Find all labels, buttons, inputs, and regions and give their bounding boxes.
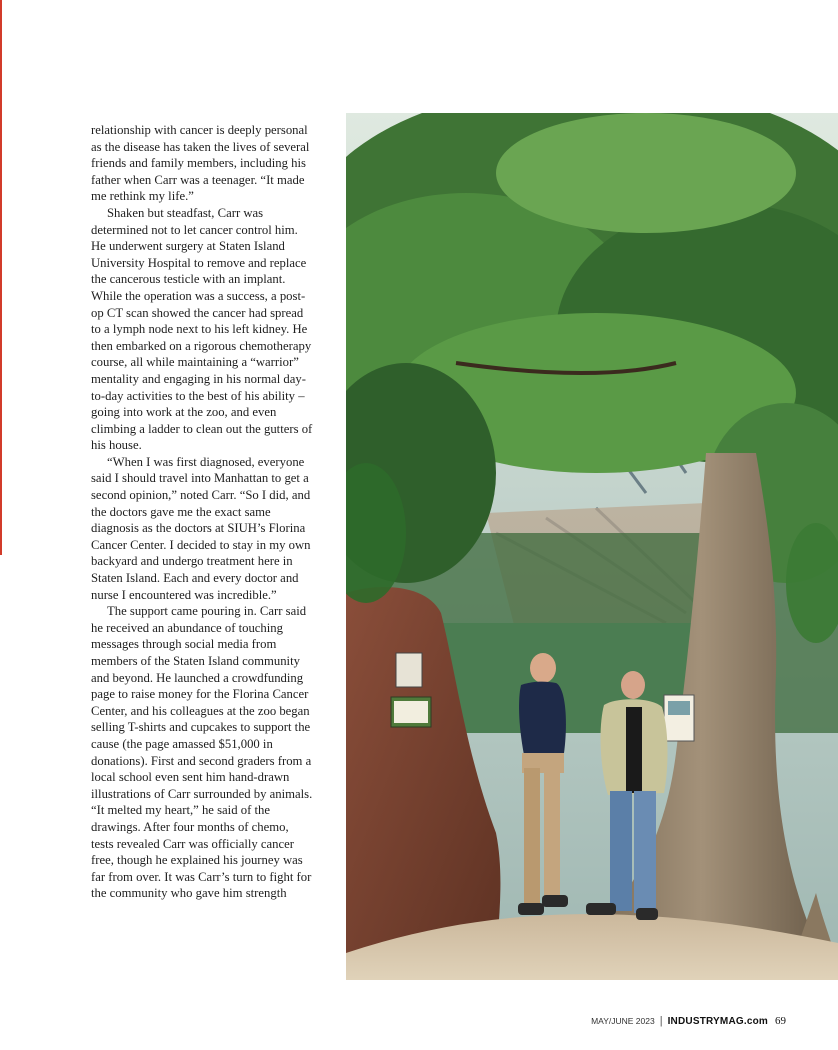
footer-separator: | [659,1015,663,1027]
page-footer [591,1015,786,1027]
article-paragraph-1: relationship with cancer is deeply personal as the disease has taken the lives of several friends and family members, including his father when Carr was a teenager. “It made me rethink my life.” [91,123,310,204]
magazine-brand: INDUSTRYMAG.com [667,1015,768,1027]
rainforest-exhibit-photo [346,113,838,980]
article-column [91,122,313,902]
issue-date: MAY/JUNE 2023 [591,1016,655,1026]
article-paragraph-2: Shaken but steadfast, Carr was determined not to let cancer control him. He underwent surgery at Staten Island University Hospital to remove and replace the cancerous testicle with an implant. While the operation was a success, a post-op CT scan showed the cancer had spread to a lymph node next to his left kidney. He then embarked on a rigorous chemotherapy course, all while maintaining a “warrior” mentality and engaging in his normal day-to-day activities to the best of his ability – going into work at the zoo, and even climbing a ladder to clean out the gutters of his house. [91,205,313,453]
page-number: 69 [775,1015,786,1027]
article-paragraph-3: “When I was first diagnosed, everyone said I should travel into Manhattan to get a second opinion,” noted Carr. “So I did, and the doctors gave me the exact same diagnosis as the doctors at SIUH’s Florina Cancer Center. I decided to stay in my own backyard and undergo treatment here in Staten Island. Each and every doctor and nurse I encountered was incredible.” [91,454,311,602]
article-paragraph-4: The support came pouring in. Carr said he received an abundance of touching messages through social media from members of the Staten Island community and beyond. He launched a crowdfunding page to raise money for the Florina Cancer Center, and his colleagues at the zoo began selling T-shirts and cupcakes to support the cause (the page amassed $51,000 in donations). First and second graders from a local school even sent him hand-drawn illustrations of Carr surrounded by animals. “It melted my heart,” he said of the drawings. After four months of chemo, tests revealed Carr was officially cancer free, though he explained his journey was far from over. It was Carr’s turn to fight for the community who gave him strength [91,604,313,901]
page-edge-bar [0,0,2,555]
